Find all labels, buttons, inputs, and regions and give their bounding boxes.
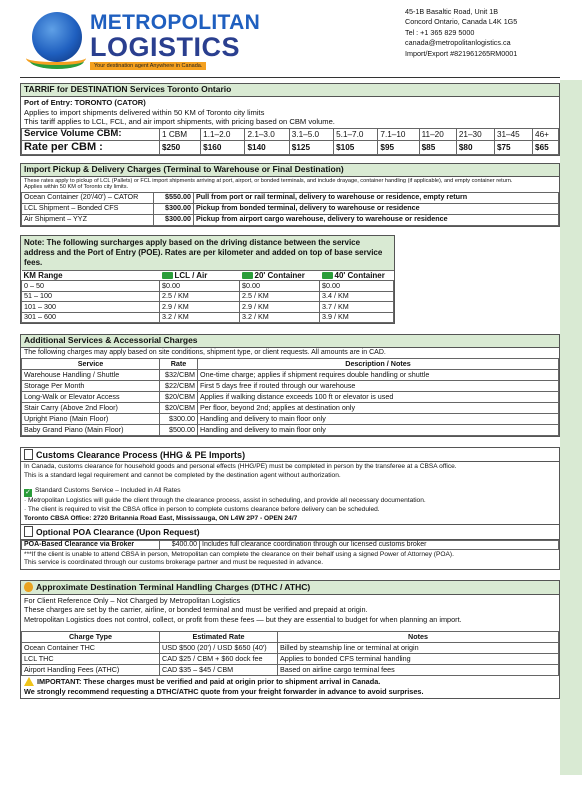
rate-cell: $300.00 bbox=[160, 413, 198, 424]
surcharge-note: Note: The following surcharges apply based on the driving distance between the service address and the Port of Entry (POE). Rates are per kilometer and added on top of base service fees. bbox=[21, 236, 394, 270]
rate-cell: $160 bbox=[201, 141, 245, 155]
service-cell: Stair Carry (Above 2nd Floor) bbox=[22, 402, 160, 413]
km-row bbox=[22, 291, 394, 302]
poa-desc: Includes full clearance coordination through our licensed customs broker bbox=[200, 540, 559, 549]
km-surcharge-table bbox=[21, 270, 394, 324]
km-range-header: KM Range bbox=[22, 270, 160, 281]
brand-tagline: Your destination agent Anywhere in Canada. bbox=[90, 62, 206, 70]
km-cell: 0 – 50 bbox=[22, 281, 160, 292]
km-row bbox=[22, 281, 394, 292]
km-cell: 3.4 / KM bbox=[320, 291, 394, 302]
poa-title-bar bbox=[21, 524, 559, 540]
pickup-section bbox=[20, 163, 560, 227]
km-cell: 2.9 / KM bbox=[240, 302, 320, 313]
additional-title: Additional Services & Accessorial Charges bbox=[21, 335, 559, 348]
km-cell: $0.00 bbox=[240, 281, 320, 292]
dthc-row bbox=[22, 665, 559, 676]
pickup-note2: Applies within 50 KM of Toronto city limits. bbox=[24, 184, 129, 191]
km-cell: 301 – 600 bbox=[22, 312, 160, 323]
additional-row bbox=[22, 402, 559, 413]
recommendation: We strongly recommend requesting a DTHC/ATHC quote from your freight forwarder in advance to avoid surprises. bbox=[24, 687, 424, 697]
additional-row bbox=[22, 380, 559, 391]
pickup-row bbox=[22, 203, 559, 214]
phone: Tel : +1 365 829 5000 bbox=[405, 27, 475, 37]
charge-type-cell: LCL THC bbox=[22, 654, 160, 665]
port-of-entry: Port of Entry: TORONTO (CATOR) bbox=[24, 97, 146, 107]
km-cell: 51 – 100 bbox=[22, 291, 160, 302]
rate-cell: $95 bbox=[378, 141, 419, 155]
service-cell: Baby Grand Piano (Main Floor) bbox=[22, 424, 160, 435]
notes-cell: Per floor, beyond 2nd; applies at destination only bbox=[198, 402, 559, 413]
container20-header: 20' Container bbox=[254, 270, 305, 280]
company-logo bbox=[28, 9, 261, 73]
km-header-row bbox=[22, 270, 394, 281]
volume-cell: 7.1–10 bbox=[378, 129, 419, 141]
additional-services-section bbox=[20, 334, 560, 437]
km-cell: 101 – 300 bbox=[22, 302, 160, 313]
volume-cell: 1 CBM bbox=[160, 129, 201, 141]
dthc-notes-cell: Billed by steamship line or terminal at origin bbox=[278, 643, 559, 654]
poa-note1: ***If the client is unable to attend CBSA in person, Metropolitan can complete the clearance on their behalf using a signed Power of Attorney (POA). bbox=[24, 550, 454, 558]
customs-title: Customs Clearance Process (HHG & PE Imports) bbox=[36, 449, 246, 460]
additional-row bbox=[22, 413, 559, 424]
additional-row bbox=[22, 424, 559, 435]
customs-bullet1: · Metropolitan Logistics will guide the client through the clearance process, assist in scheduling, and provide all necessary documentation. bbox=[24, 497, 426, 505]
dthc-line1: For Client Reference Only – Not Charged by Metropolitan Logistics bbox=[24, 595, 241, 605]
dthc-line2: These charges are set by the carrier, airline, or bonded terminal and must be verified and prepaid at origin. bbox=[24, 605, 368, 615]
container40-header: 40' Container bbox=[334, 270, 385, 280]
rate-label: Rate per CBM : bbox=[22, 141, 160, 155]
check-icon: ✓ bbox=[25, 489, 31, 497]
pickup-title: Import Pickup & Delivery Charges (Terminal to Warehouse or Final Destination) bbox=[21, 164, 559, 177]
rate-cell: $80 bbox=[456, 141, 494, 155]
rate-cell: $250 bbox=[160, 141, 201, 155]
km-cell: $0.00 bbox=[160, 281, 240, 292]
pickup-type: LCL Shipment – Bonded CFS bbox=[22, 203, 154, 214]
standard-service-line bbox=[24, 487, 556, 497]
rate-cell: $140 bbox=[245, 141, 289, 155]
rate-cell: $125 bbox=[289, 141, 333, 155]
pickup-desc: Pickup from airport cargo warehouse, delivery to warehouse or residence bbox=[194, 214, 559, 225]
rate-cell: $105 bbox=[334, 141, 378, 155]
truck-icon bbox=[162, 272, 173, 279]
km-cell: 2.5 / KM bbox=[160, 291, 240, 302]
pickup-amount: $550.00 bbox=[154, 192, 194, 203]
container-truck-icon bbox=[322, 272, 333, 279]
additional-row bbox=[22, 391, 559, 402]
dthc-notes-header: Notes bbox=[278, 632, 559, 643]
lcl-air-header: LCL / Air bbox=[174, 270, 208, 280]
volume-cell: 31–45 bbox=[494, 129, 532, 141]
document-icon bbox=[24, 449, 33, 460]
notes-cell: First 5 days free if routed through our warehouse bbox=[198, 380, 559, 391]
rate-cell: $85 bbox=[419, 141, 456, 155]
pickup-desc: Pull from port or rail terminal, delivery to warehouse or residence, empty return bbox=[194, 192, 559, 203]
lcl-air-header-cell bbox=[160, 270, 240, 281]
dthc-table bbox=[21, 631, 559, 676]
letterhead bbox=[20, 3, 560, 78]
contact-block bbox=[405, 7, 517, 59]
pickup-note1: These rates apply to pickup of LCL (Pallets) or FCL import shipments arriving at port, airport, or bonded terminals, and include drayage, container handling (if applicable), and empty container return. bbox=[24, 177, 513, 184]
poa-label: POA-Based Clearance via Broker bbox=[22, 540, 160, 549]
notes-cell: Handling and delivery to main floor only bbox=[198, 424, 559, 435]
poa-title: Optional POA Clearance (Upon Request) bbox=[36, 527, 200, 538]
email: canada@metropolitanlogistics.ca bbox=[405, 38, 511, 48]
rate-cell: $20/CBM bbox=[160, 391, 198, 402]
km-cell: 2.9 / KM bbox=[160, 302, 240, 313]
container20-header-cell bbox=[240, 270, 320, 281]
rate-cell: $32/CBM bbox=[160, 369, 198, 380]
estimated-rate-header: Estimated Rate bbox=[160, 632, 278, 643]
volume-cell: 21–30 bbox=[456, 129, 494, 141]
additional-intro: The following charges may apply based on site conditions, shipment type, or client requests. All amounts are in CAD. bbox=[24, 348, 386, 356]
dthc-row bbox=[22, 654, 559, 665]
volume-label: Service Volume CBM: bbox=[22, 129, 160, 141]
service-cell: Storage Per Month bbox=[22, 380, 160, 391]
volume-cell: 2.1–3.0 bbox=[245, 129, 289, 141]
container-truck-icon bbox=[242, 272, 253, 279]
charge-type-header: Charge Type bbox=[22, 632, 160, 643]
km-cell: 3.9 / KM bbox=[320, 312, 394, 323]
volume-row bbox=[22, 129, 559, 141]
volume-cell: 3.1–5.0 bbox=[289, 129, 333, 141]
warning-icon bbox=[24, 677, 34, 686]
side-accent-bar bbox=[560, 80, 582, 775]
additional-table bbox=[21, 358, 559, 436]
estimated-rate-cell: CAD $35 – $45 / CBM bbox=[160, 665, 278, 676]
pickup-amount: $300.00 bbox=[154, 214, 194, 225]
container40-header-cell bbox=[320, 270, 394, 281]
volume-cell: 1.1–2.0 bbox=[201, 129, 245, 141]
rate-row bbox=[22, 141, 559, 155]
pickup-type: Ocean Container (20'/40') – CATOR bbox=[22, 192, 154, 203]
tariff-title: TARRIF for DESTINATION Services Toronto Ontario bbox=[21, 84, 559, 97]
notes-cell: Handling and delivery to main floor only bbox=[198, 413, 559, 424]
pickup-desc: Pickup from bonded terminal, delivery to warehouse or residence bbox=[194, 203, 559, 214]
rate-cell: $22/CBM bbox=[160, 380, 198, 391]
service-cell: Warehouse Handling / Shuttle bbox=[22, 369, 160, 380]
customs-title-bar bbox=[21, 448, 559, 462]
estimated-rate-cell: USD $500 (20') / USD $650 (40') bbox=[160, 643, 278, 654]
additional-row bbox=[22, 369, 559, 380]
dthc-row bbox=[22, 643, 559, 654]
dthc-section bbox=[20, 580, 560, 699]
pickup-amount: $300.00 bbox=[154, 203, 194, 214]
address-line1: 45-1B Basaltic Road, Unit 1B bbox=[405, 7, 499, 16]
important-notice: IMPORTANT: These charges must be verified and paid at origin prior to shipment arrival in Canada. bbox=[37, 677, 381, 687]
estimated-rate-cell: CAD $25 / CBM + $60 dock fee bbox=[160, 654, 278, 665]
tariff-section bbox=[20, 83, 560, 156]
notes-header: Description / Notes bbox=[198, 358, 559, 369]
import-export-number: Import/Export #821961265RM0001 bbox=[405, 48, 518, 58]
dthc-header-row bbox=[22, 632, 559, 643]
poa-row bbox=[22, 540, 559, 549]
service-header: Service bbox=[22, 358, 160, 369]
additional-header-row bbox=[22, 358, 559, 369]
tariff-line2: This tariff applies to LCL, FCL, and air import shipments, with pricing based on CBM volume. bbox=[24, 117, 335, 127]
rate-cell: $75 bbox=[494, 141, 532, 155]
customs-line2: This is a standard legal requirement and cannot be completed by the destination agent without authorization. bbox=[24, 471, 341, 479]
volume-cell: 5.1–7.0 bbox=[334, 129, 378, 141]
pickup-row bbox=[22, 192, 559, 203]
notes-cell: One-time charge; applies if shipment requires double handling or shuttle bbox=[198, 369, 559, 380]
pickup-type: Air Shipment – YYZ bbox=[22, 214, 154, 225]
rate-cell: $20/CBM bbox=[160, 402, 198, 413]
km-row bbox=[22, 312, 394, 323]
pickup-row bbox=[22, 214, 559, 225]
customs-section bbox=[20, 447, 560, 570]
poa-table bbox=[21, 540, 559, 550]
volume-cell: 46+ bbox=[533, 129, 559, 141]
customs-bullet2: · The client is required to visit the CBSA office in person to complete customs clearance before delivery can be scheduled. bbox=[24, 505, 380, 513]
surcharge-section bbox=[20, 235, 395, 325]
poa-amount: $400.00 bbox=[160, 540, 200, 549]
dthc-notes-cell: Applies to bonded CFS terminal handling bbox=[278, 654, 559, 665]
cbsa-office: Toronto CBSA Office: 2720 Britannia Road East, Mississauga, ON L4W 2P7 - OPEN 24/7 bbox=[24, 514, 298, 522]
dthc-line3: Metropolitan Logistics does not control, collect, or profit from these fees — but they are essential to budget for when planning an import. bbox=[24, 614, 462, 624]
notes-cell: Applies if walking distance exceeds 100 ft or elevator is used bbox=[198, 391, 559, 402]
brand-name-line1: METROPOLITAN bbox=[90, 11, 261, 34]
charge-type-cell: Airport Handling Fees (ATHC) bbox=[22, 665, 160, 676]
brand-name-line2: LOGISTICS bbox=[90, 32, 241, 62]
rate-cell: $65 bbox=[533, 141, 559, 155]
service-cell: Long-Walk or Elevator Access bbox=[22, 391, 160, 402]
dthc-notes-cell: Based on airline cargo terminal fees bbox=[278, 665, 559, 676]
rate-header: Rate bbox=[160, 358, 198, 369]
poa-note2: This service is coordinated through our customs brokerage partner and must be requested in advance. bbox=[24, 559, 324, 567]
money-bag-icon bbox=[24, 582, 33, 592]
customs-line1: In Canada, customs clearance for household goods and personal effects (HHG/PE) must be completed in person by the transferee at a CBSA office. bbox=[24, 463, 457, 471]
tariff-line1: Applies to import shipments delivered within 50 KM of Toronto city limits bbox=[24, 107, 265, 117]
dthc-title-bar bbox=[21, 581, 559, 595]
cbm-rate-table bbox=[21, 128, 559, 155]
standard-service-title: Standard Customs Service – Included in All Rates bbox=[35, 487, 181, 495]
volume-cell: 11–20 bbox=[419, 129, 456, 141]
pickup-table bbox=[21, 192, 559, 226]
km-cell: 3.2 / KM bbox=[160, 312, 240, 323]
service-cell: Upright Piano (Main Floor) bbox=[22, 413, 160, 424]
km-cell: 3.7 / KM bbox=[320, 302, 394, 313]
rate-cell: $500.00 bbox=[160, 424, 198, 435]
dthc-title: Approximate Destination Terminal Handling Charges (DTHC / ATHC) bbox=[36, 582, 311, 592]
document-icon bbox=[24, 526, 33, 537]
address-line2: Concord Ontario, Canada L4K 1G5 bbox=[405, 17, 518, 27]
important-line bbox=[24, 677, 556, 687]
swoosh-green bbox=[30, 53, 84, 69]
charge-type-cell: Ocean Container THC bbox=[22, 643, 160, 654]
km-cell: $0.00 bbox=[320, 281, 394, 292]
km-cell: 2.5 / KM bbox=[240, 291, 320, 302]
km-row bbox=[22, 302, 394, 313]
km-cell: 3.2 / KM bbox=[240, 312, 320, 323]
